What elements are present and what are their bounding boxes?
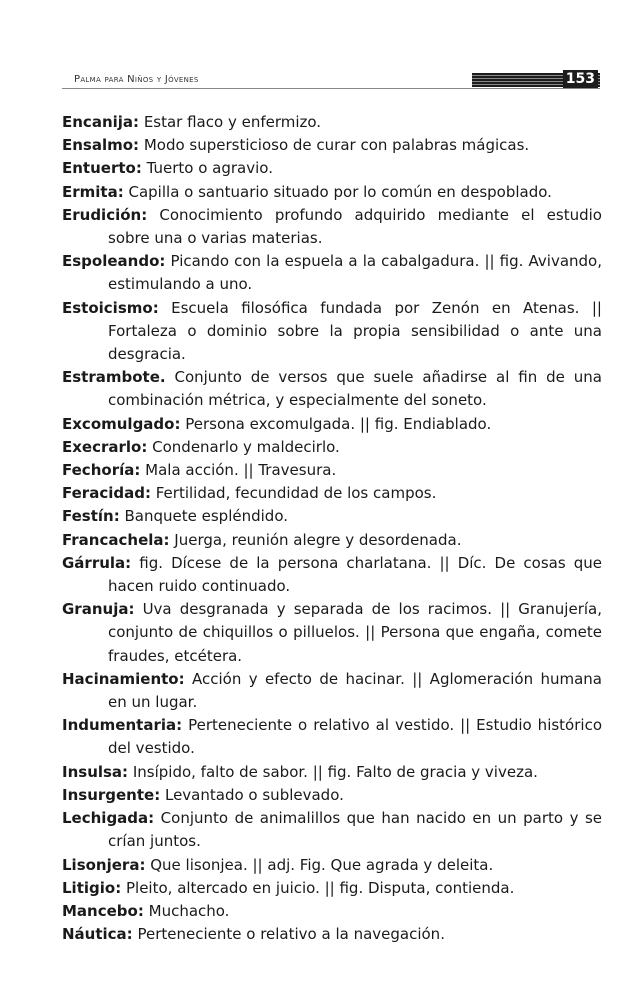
entry-term: Insulsa: [62, 762, 129, 781]
entry-definition: Perteneciente o relativo a la navegación. [137, 925, 445, 944]
entry-term: Execrarlo: [62, 437, 148, 456]
entry-term: Estoicismo: [62, 298, 159, 317]
entry-definition: Capilla o santuario situado por lo común en despoblado. [128, 182, 552, 201]
entry-definition: Que lisonjea. || adj. Fig. Que agrada y deleita. [150, 855, 494, 874]
entry-definition: Conjunto de animalillos que han nacido en un parto y se crían juntos. [108, 809, 602, 851]
entry-term: Excomulgado: [62, 414, 181, 433]
entry-term: Hacinamiento: [62, 669, 185, 688]
glossary-entry [62, 784, 602, 807]
entry-term: Náutica: [62, 925, 133, 944]
entry-definition: Escuela filosófica fundada por Zenón en Atenas. || Fortaleza o dominio sobre la propia sensibilidad o ante una desgracia. [108, 298, 602, 364]
glossary-entry [62, 413, 602, 436]
entry-term: Litigio: [62, 878, 122, 897]
entry-term: Francachela: [62, 530, 170, 549]
page-header [62, 70, 600, 90]
entry-term: Encanija: [62, 113, 140, 131]
entry-definition: Banquete espléndido. [124, 507, 288, 526]
entry-term: Gárrula: [62, 553, 132, 572]
glossary-entry [62, 807, 602, 853]
entry-definition: Uva desgranada y separada de los racimos. || Granujería, conjunto de chiquillos o pilluelos. || Persona que engaña, comete fraudes, etcétera. [108, 600, 602, 665]
entry-definition: Tuerto o agravio. [146, 159, 273, 178]
entry-definition: Fertilidad, fecundidad de los campos. [155, 484, 437, 503]
entry-term: Lisonjera: [62, 855, 146, 874]
entry-term: Entuerto: [62, 159, 142, 178]
entry-definition: Mala acción. || Travesura. [145, 461, 337, 480]
glossary-entry [62, 250, 602, 296]
entry-term: Indumentaria: [62, 716, 183, 735]
entry-definition: Condenarlo y maldecirlo. [152, 437, 340, 456]
glossary-entry [62, 529, 602, 552]
entry-term: Ensalmo: [62, 136, 140, 155]
entry-term: Insurgente: [62, 785, 161, 804]
entry-definition: Conocimiento profundo adquirido mediante el estudio sobre una o varias materias. [108, 205, 602, 248]
entry-definition: Acción y efecto de hacinar. || Aglomeración humana en un lugar. [108, 669, 602, 712]
glossary-entry [62, 297, 602, 367]
entry-definition: Levantado o sublevado. [164, 785, 344, 804]
glossary-entry [62, 111, 602, 134]
glossary-entry [62, 157, 602, 180]
entry-definition: Juerga, reunión alegre y desordenada. [174, 530, 462, 549]
entry-definition: Muchacho. [148, 901, 230, 920]
glossary-entry [62, 505, 602, 528]
glossary-entry [62, 436, 602, 459]
glossary-entry [62, 366, 602, 412]
glossary-entry [62, 854, 602, 877]
glossary-entry [62, 181, 602, 204]
glossary-entry [62, 761, 602, 784]
glossary-entry [62, 459, 602, 482]
glossary-list [62, 111, 602, 946]
entry-term: Lechigada: [62, 809, 155, 828]
glossary-entry [62, 668, 602, 714]
glossary-entry [62, 714, 602, 760]
glossary-entry [62, 923, 602, 946]
header-rule [62, 88, 600, 89]
entry-term: Ermita: [62, 182, 124, 201]
entry-term: Mancebo: [62, 901, 144, 920]
entry-term: Fechoría: [62, 461, 141, 480]
entry-definition: Pleito, altercado en juicio. || fig. Disputa, contienda. [125, 878, 515, 897]
glossary-entry [62, 598, 602, 668]
entry-term: Erudición: [62, 205, 148, 224]
entry-term: Estrambote. [62, 368, 166, 387]
glossary-entry [62, 204, 602, 250]
page-number: 153 [563, 70, 598, 88]
entry-definition: Conjunto de versos que suele añadirse al fin de una combinación métrica, y especialmente del soneto. [108, 368, 602, 410]
glossary-entry [62, 482, 602, 505]
glossary-entry [62, 877, 602, 900]
entry-term: Granuja: [62, 600, 135, 619]
running-title: Palma para Niños y Jóvenes [74, 74, 199, 85]
glossary-entry [62, 900, 602, 923]
entry-term: Espoleando: [62, 252, 166, 271]
entry-definition: Perteneciente o relativo al vestido. || Estudio histórico del vestido. [108, 716, 602, 758]
glossary-entry [62, 552, 602, 598]
glossary-entry [62, 134, 602, 157]
entry-definition: Estar flaco y enfermizo. [143, 113, 322, 131]
entry-definition: Insípido, falto de sabor. || fig. Falto de gracia y viveza. [132, 762, 538, 781]
entry-term: Feracidad: [62, 484, 151, 503]
entry-definition: Persona excomulgada. || fig. Endiablado. [185, 414, 492, 433]
entry-definition: Picando con la espuela a la cabalgadura. || fig. Avivando, estimulando a uno. [108, 252, 602, 294]
entry-term: Festín: [62, 507, 120, 526]
entry-definition: Modo supersticioso de curar con palabras mágicas. [143, 136, 530, 155]
entry-definition: fig. Dícese de la persona charlatana. || Díc. De cosas que hacen ruido continuado. [108, 553, 602, 596]
